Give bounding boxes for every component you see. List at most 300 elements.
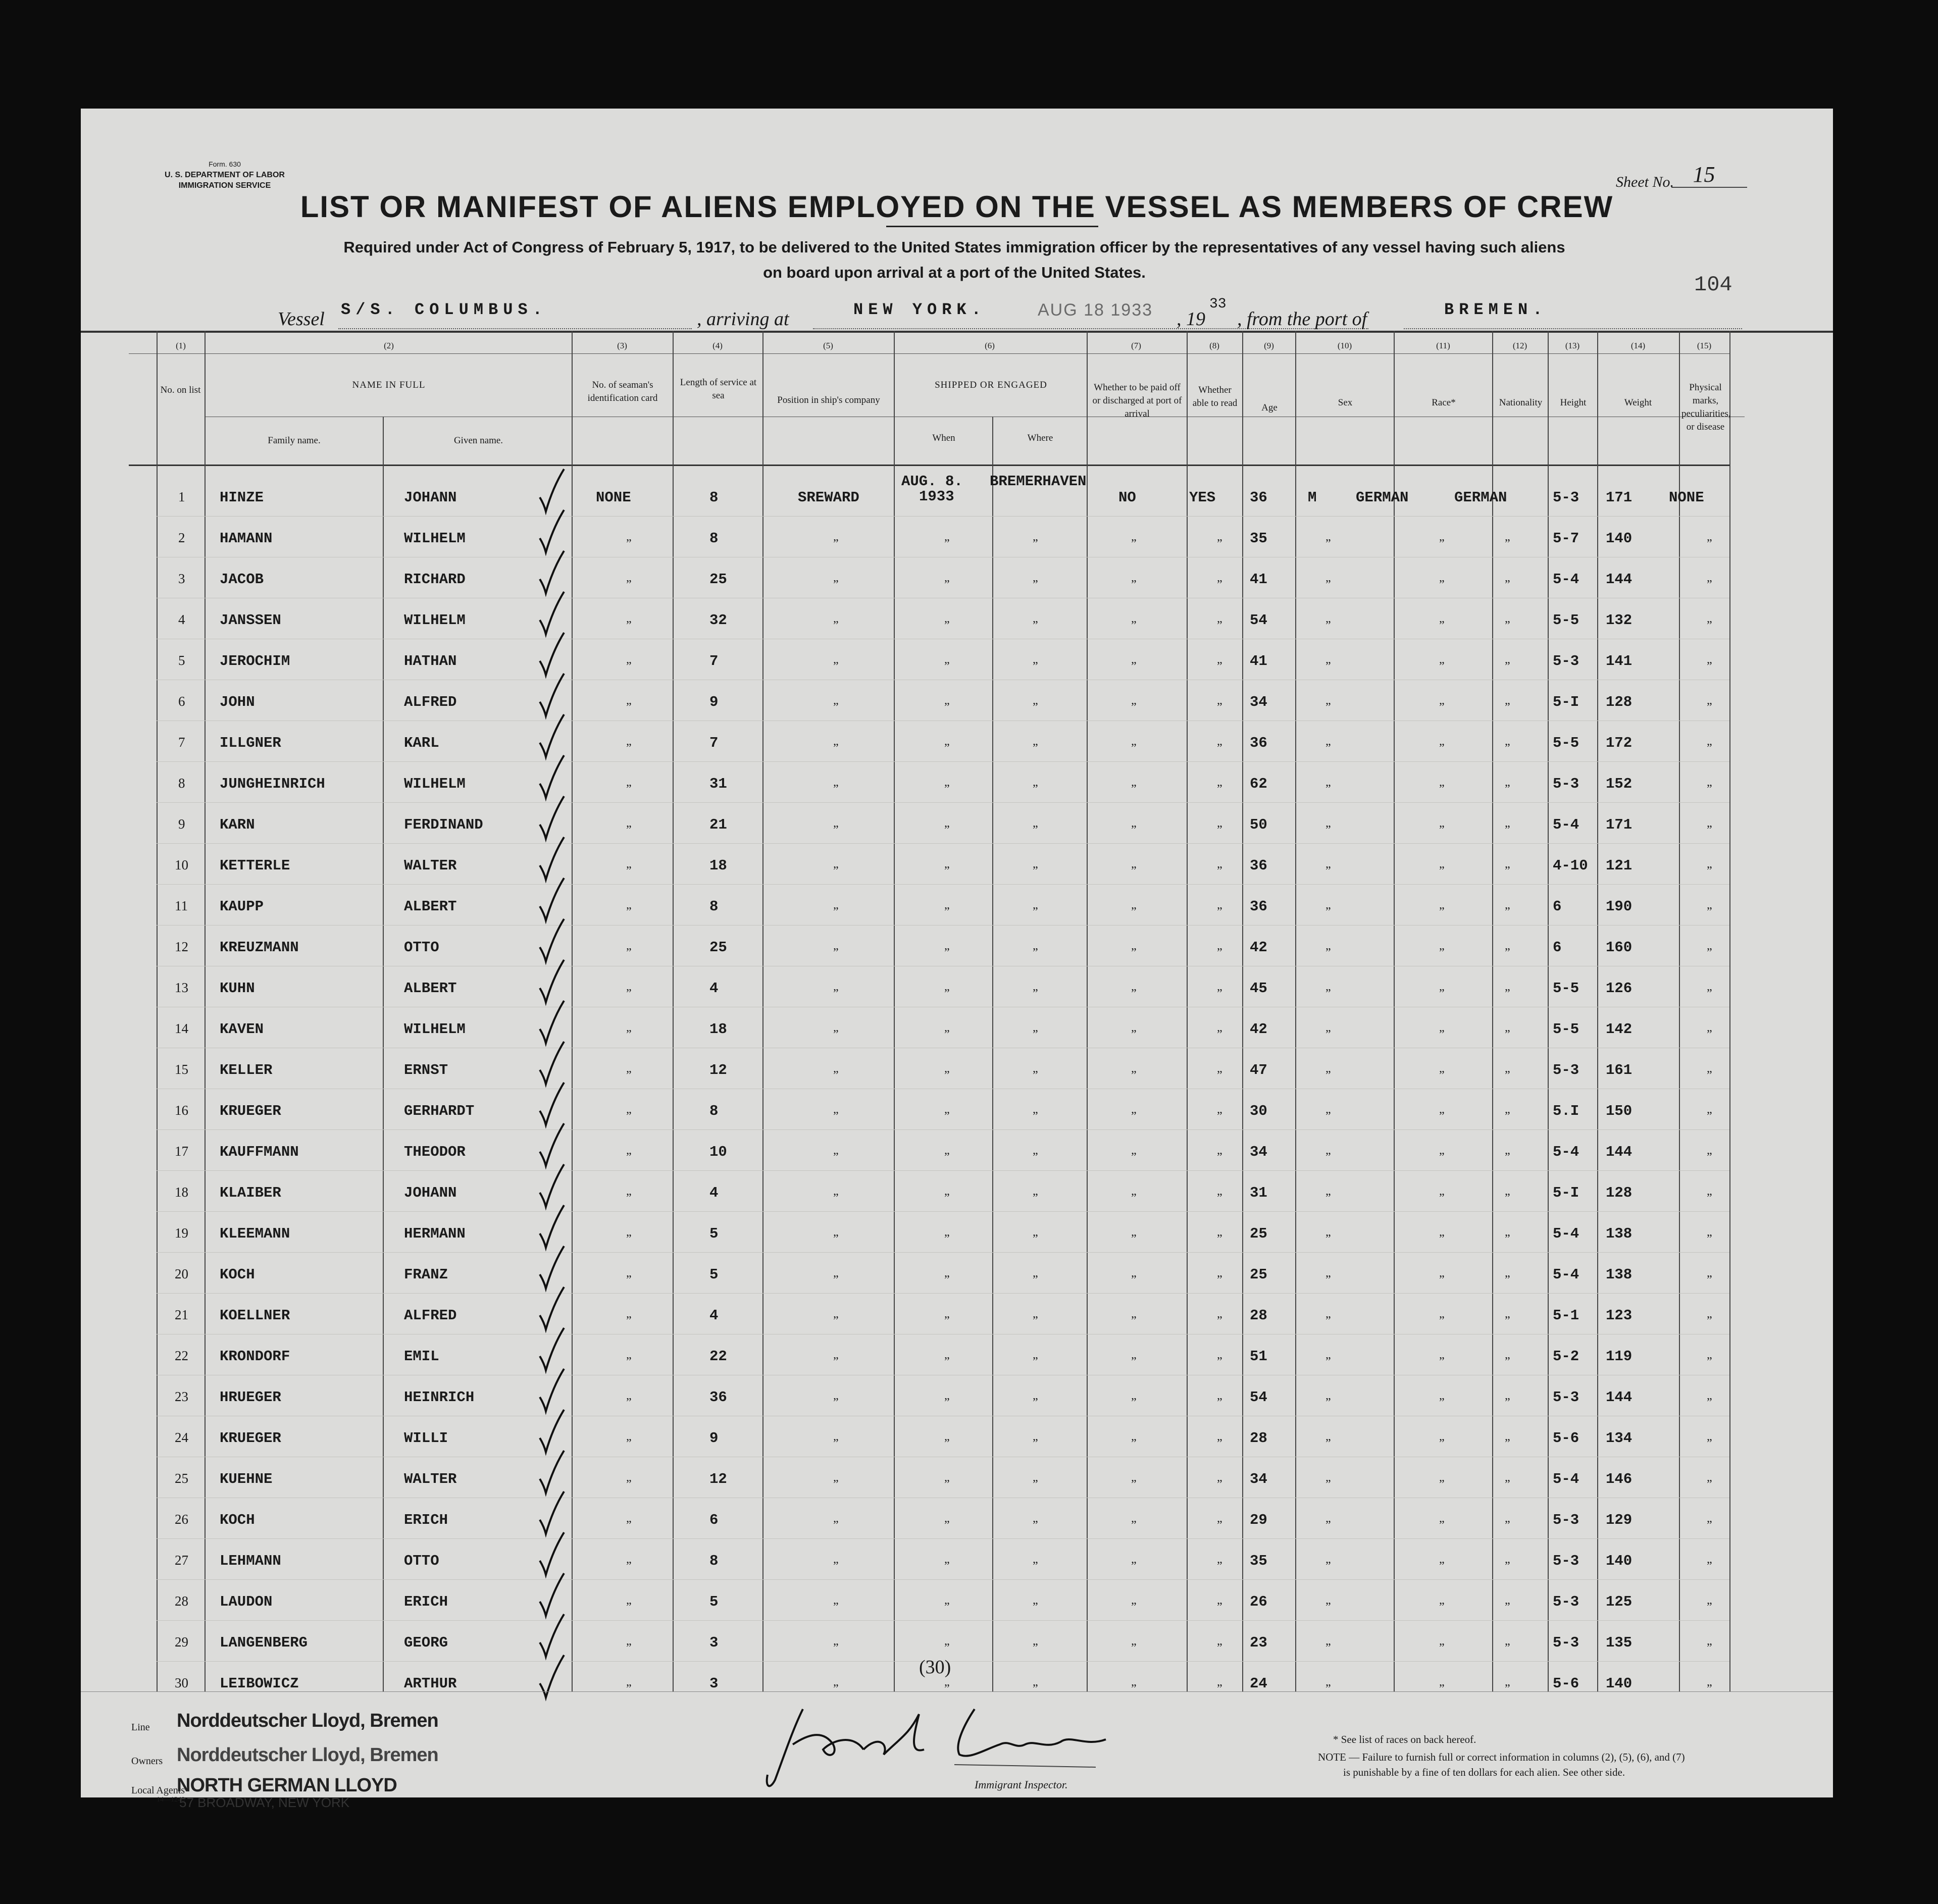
weight: 144 [1606,1144,1633,1160]
ditto-mark: ” [1325,1560,1331,1573]
shipped-when-year: 1933 [919,488,954,505]
row-number: 8 [178,776,185,791]
ditto-mark: ” [1505,1028,1510,1041]
height: 5-5 [1553,735,1579,751]
ditto-mark: ” [626,864,632,878]
family-name: KOCH [220,1266,255,1283]
ditto-mark: ” [1439,1355,1445,1368]
table-row [81,1009,1833,1050]
ditto-mark: ” [1325,946,1331,959]
table-row [81,641,1833,682]
ditto-mark: ” [1033,987,1038,1000]
given-name: KARL [404,735,439,751]
height: 5-3 [1553,1062,1579,1078]
ditto-mark: ” [1439,1028,1445,1041]
ditto-mark: ” [1439,619,1445,632]
ditto-mark: ” [1505,1519,1510,1532]
weight: 129 [1606,1512,1633,1528]
ditto-mark: ” [1505,1396,1510,1409]
header-height: Height [1560,397,1587,408]
row-number: 27 [175,1553,188,1568]
age: 36 [1250,857,1267,874]
given-name: WILHELM [404,530,466,547]
ditto-mark: ” [1707,578,1712,591]
age: 26 [1250,1593,1267,1610]
col-number: (11) [1436,341,1450,350]
height: 5-3 [1553,653,1579,670]
ditto-mark: ” [1217,1396,1222,1409]
ditto-mark: ” [1131,864,1137,878]
ditto-mark: ” [626,1355,632,1368]
penalty-note-line-1: NOTE — Failure to furnish full or correct information in columns (2), (5), (6), and (7) [1318,1751,1685,1763]
height: 5-3 [1553,1389,1579,1406]
row-number: 26 [175,1512,188,1527]
header-seaman-card: No. of seaman's identification card [587,380,658,403]
age: 34 [1250,1144,1267,1160]
ditto-mark: ” [1033,1641,1038,1655]
weight: 134 [1606,1430,1633,1447]
ditto-mark: ” [833,1519,839,1532]
ditto-mark: ” [833,1682,839,1695]
ditto-mark: ” [833,660,839,673]
given-name: ALFRED [404,1307,457,1324]
header-position: Position in ship's company [777,395,880,405]
row-number: 9 [178,816,185,832]
family-name: ILLGNER [220,735,281,751]
race: GERMAN [1356,489,1409,506]
ditto-mark: ” [1439,701,1445,714]
ditto-mark: ” [1033,1273,1038,1287]
ditto-mark: ” [1033,1192,1038,1205]
col-number: (3) [617,341,627,350]
table-row [81,1050,1833,1091]
ditto-mark: ” [1033,537,1038,550]
ditto-mark: ” [833,1273,839,1287]
ditto-mark: ” [1505,660,1510,673]
age: 34 [1250,694,1267,710]
ditto-mark: ” [1131,1601,1137,1614]
ditto-mark: ” [1131,905,1137,918]
ditto-mark: ” [1217,1601,1222,1614]
col-number: (13) [1565,341,1580,350]
ditto-mark: ” [833,905,839,918]
weight: 125 [1606,1593,1633,1610]
ditto-mark: ” [1131,1641,1137,1655]
row-number: 25 [175,1471,188,1486]
ditto-mark: ” [1505,1560,1510,1573]
position: SREWARD [798,489,859,506]
age: 62 [1250,776,1267,792]
length-of-service: 32 [709,612,727,629]
family-name: KOELLNER [220,1307,290,1324]
ditto-mark: ” [1439,1396,1445,1409]
age: 28 [1250,1307,1267,1324]
line-stamp: Norddeutscher Lloyd, Bremen [177,1710,438,1731]
row-number: 15 [175,1062,188,1077]
ditto-mark: ” [833,824,839,837]
ditto-mark: ” [1325,1069,1331,1082]
ditto-mark: ” [1131,1396,1137,1409]
ditto-mark: ” [833,1069,839,1082]
age: 23 [1250,1634,1267,1651]
height: 5-I [1553,694,1579,710]
ditto-mark: ” [1505,537,1510,550]
ditto-mark: ” [1217,864,1222,878]
sheet-value: 15 [1693,162,1715,187]
ditto-mark: ” [1505,1069,1510,1082]
family-name: KRUEGER [220,1430,281,1447]
ditto-mark: ” [1033,578,1038,591]
weight: 190 [1606,898,1633,915]
row-number: 20 [175,1266,188,1281]
age: 31 [1250,1185,1267,1201]
ditto-mark: ” [1217,987,1222,1000]
height: 6 [1553,898,1562,915]
length-of-service: 36 [709,1389,727,1406]
given-name: JOHANN [404,1185,457,1201]
height: 5-5 [1553,980,1579,997]
given-name: ERICH [404,1512,448,1528]
given-name: WILHELM [404,776,466,792]
ditto-mark: ” [626,1314,632,1327]
table-row [81,518,1833,559]
ditto-mark: ” [833,1641,839,1655]
given-name: OTTO [404,1553,439,1569]
given-name: WILHELM [404,612,466,629]
given-name: JOHANN [404,489,457,506]
ditto-mark: ” [1325,1396,1331,1409]
ditto-mark: ” [1325,1355,1331,1368]
ditto-mark: ” [833,1232,839,1246]
row-number: 3 [178,571,185,586]
row-number: 19 [175,1225,188,1241]
header-when: When [932,433,955,443]
row-number: 6 [178,694,185,709]
family-name: JACOB [220,571,264,588]
ditto-mark: ” [1325,1232,1331,1246]
length-of-service: 31 [709,776,727,792]
weight: 144 [1606,1389,1633,1406]
ditto-mark: ” [1217,905,1222,918]
age: 50 [1250,816,1267,833]
ditto-mark: ” [1325,619,1331,632]
weight: 138 [1606,1266,1633,1283]
ditto-mark: ” [944,742,950,755]
ditto-mark: ” [626,1682,632,1695]
ditto-mark: ” [1033,783,1038,796]
ditto-mark: ” [1325,660,1331,673]
length-of-service: 8 [709,489,719,506]
age: 42 [1250,939,1267,956]
ditto-mark: ” [1707,660,1712,673]
ditto-mark: ” [1217,537,1222,550]
family-name: KREUZMANN [220,939,299,956]
ditto-mark: ” [1505,1641,1510,1655]
weight: 123 [1606,1307,1633,1324]
ditto-mark: ” [1217,1437,1222,1450]
col-number: (12) [1512,341,1527,350]
ditto-mark: ” [1707,1314,1712,1327]
form-code: 14—1240 [157,1796,185,1804]
ditto-mark: ” [1439,1232,1445,1246]
page-title: LIST OR MANIFEST OF ALIENS EMPLOYED ON THE VESSEL AS MEMBERS OF CREW [300,190,1614,224]
family-name: HRUEGER [220,1389,281,1406]
ditto-mark: ” [944,1478,950,1491]
ditto-mark: ” [1439,742,1445,755]
ditto-mark: ” [1707,1560,1712,1573]
ditto-mark: ” [833,1396,839,1409]
ditto-mark: ” [1439,537,1445,550]
ditto-mark: ” [1707,1396,1712,1409]
ditto-mark: ” [1033,1478,1038,1491]
ditto-mark: ” [1505,1314,1510,1327]
row-number: 23 [175,1389,188,1404]
ditto-mark: ” [944,1192,950,1205]
height: 5-3 [1553,1512,1579,1528]
ditto-mark: ” [1033,1232,1038,1246]
header-race: Race* [1432,397,1456,408]
penalty-note-line-2: is punishable by a fine of ten dollars for each alien. See other side. [1343,1766,1625,1778]
ditto-mark: ” [944,1110,950,1123]
ditto-mark: ” [1131,1028,1137,1041]
table-row [81,968,1833,1009]
row-number: 18 [175,1185,188,1200]
table-row [81,1500,1833,1540]
ditto-mark: ” [1707,1519,1712,1532]
row-number: 21 [175,1307,188,1322]
ditto-mark: ” [1217,660,1222,673]
ditto-mark: ” [1131,742,1137,755]
row-number: 28 [175,1593,188,1609]
col-number: (15) [1697,341,1712,350]
ditto-mark: ” [1505,905,1510,918]
ditto-mark: ” [944,1437,950,1450]
arriving-label: , arriving at [697,308,789,330]
family-name: KAUFFMANN [220,1144,299,1160]
ditto-mark: ” [944,1273,950,1287]
height: 5-4 [1553,816,1579,833]
ditto-mark: ” [1505,619,1510,632]
col-number: (2) [384,341,394,350]
ditto-mark: ” [833,783,839,796]
arrival-date-stamp: AUG 18 1933 [1038,300,1153,320]
header-able-to-read: Whether able to read [1192,385,1238,408]
header-no-on-list: No. on list [160,385,201,395]
ditto-mark: ” [1033,1437,1038,1450]
ditto-mark: ” [626,1192,632,1205]
ditto-mark: ” [1033,1355,1038,1368]
length-of-service: 18 [709,857,727,874]
year-prefix: , 19 [1177,308,1205,330]
family-name: LANGENBERG [220,1634,308,1651]
ditto-mark: ” [1131,1437,1137,1450]
table-row [81,682,1833,723]
length-of-service: 5 [709,1225,719,1242]
weight: 172 [1606,735,1633,751]
ditto-mark: ” [626,1273,632,1287]
ditto-mark: ” [1131,1232,1137,1246]
family-name: HINZE [220,489,264,506]
length-of-service: 10 [709,1144,727,1160]
row-number: 5 [178,653,185,668]
ditto-mark: ” [1325,1192,1331,1205]
weight: 146 [1606,1471,1633,1487]
weight: 161 [1606,1062,1633,1078]
paid-off: NO [1118,489,1136,506]
weight: 140 [1606,1553,1633,1569]
ditto-mark: ” [1033,1028,1038,1041]
given-name: HERMANN [404,1225,466,1242]
ditto-mark: ” [944,1232,950,1246]
ditto-mark: ” [944,701,950,714]
ditto-mark: ” [944,946,950,959]
ditto-mark: ” [1505,987,1510,1000]
ditto-mark: ” [1217,1192,1222,1205]
ditto-mark: ” [1131,660,1137,673]
check-mark-icon [538,1653,566,1701]
ditto-mark: ” [1217,701,1222,714]
ditto-mark: ” [626,1519,632,1532]
weight: 132 [1606,612,1633,629]
height: 5-6 [1553,1430,1579,1447]
ditto-mark: ” [1217,1110,1222,1123]
age: 29 [1250,1512,1267,1528]
ditto-mark: ” [1131,619,1137,632]
family-name: LAUDON [220,1593,273,1610]
ditto-mark: ” [1033,1560,1038,1573]
ditto-mark: ” [626,1232,632,1246]
weight: 119 [1606,1348,1633,1365]
ditto-mark: ” [1217,1232,1222,1246]
row-number: 14 [175,1021,188,1036]
ditto-mark: ” [1439,946,1445,959]
sex: M [1308,489,1317,506]
ditto-mark: ” [833,1437,839,1450]
ditto-mark: ” [1505,946,1510,959]
ditto-mark: ” [1505,1478,1510,1491]
age: 51 [1250,1348,1267,1365]
manifest-sheet [81,109,1833,1810]
ditto-mark: ” [1707,1273,1712,1287]
ditto-mark: ” [833,1028,839,1041]
table-row [81,763,1833,804]
ditto-mark: ” [1505,824,1510,837]
ditto-mark: ” [1439,905,1445,918]
department: U. S. DEPARTMENT OF LABOR [165,171,285,179]
ditto-mark: ” [1439,1519,1445,1532]
table-row [81,804,1833,845]
height: 5-2 [1553,1348,1579,1365]
weight: 128 [1606,694,1633,710]
length-of-service: 4 [709,980,719,997]
ditto-mark: ” [1131,1314,1137,1327]
inspector-signature [762,1699,1156,1795]
ditto-mark: ” [1217,1355,1222,1368]
length-of-service: 5 [709,1266,719,1283]
ditto-mark: ” [1131,1478,1137,1491]
table-row [81,845,1833,886]
ditto-mark: ” [1325,1314,1331,1327]
header-family-name: Family name. [268,435,321,446]
ditto-mark: ” [1505,783,1510,796]
ditto-mark: ” [944,987,950,1000]
ditto-mark: ” [1033,660,1038,673]
given-name: THEODOR [404,1144,466,1160]
header-weight: Weight [1624,397,1652,408]
family-name: KARN [220,816,255,833]
age: 41 [1250,653,1267,670]
ditto-mark: ” [1131,946,1137,959]
ditto-mark: ” [944,824,950,837]
ditto-mark: ” [1325,1682,1331,1695]
col-number: (9) [1264,341,1274,350]
height: 6 [1553,939,1562,956]
ditto-mark: ” [1033,1682,1038,1695]
ditto-mark: ” [1707,1682,1712,1695]
height: 5-5 [1553,612,1579,629]
ditto-mark: ” [1033,1314,1038,1327]
ditto-mark: ” [833,1192,839,1205]
length-of-service: 8 [709,530,719,547]
length-of-service: 22 [709,1348,727,1365]
header-name-in-full: NAME IN FULL [352,380,426,390]
ditto-mark: ” [944,1682,950,1695]
ditto-mark: ” [1707,1151,1712,1164]
ditto-mark: ” [1217,1560,1222,1573]
ditto-mark: ” [1505,1355,1510,1368]
ditto-mark: ” [944,1069,950,1082]
header-sex: Sex [1338,397,1353,408]
ditto-mark: ” [1325,1478,1331,1491]
table-row [81,1581,1833,1622]
ditto-mark: ” [1707,946,1712,959]
ditto-mark: ” [833,619,839,632]
ditto-mark: ” [1325,1273,1331,1287]
height: 5-3 [1553,1634,1579,1651]
ditto-mark: ” [1131,537,1137,550]
form-number: Form. 630 [209,160,241,168]
age: 25 [1250,1225,1267,1242]
ditto-mark: ” [833,1314,839,1327]
ditto-mark: ” [944,783,950,796]
ditto-mark: ” [1439,578,1445,591]
ditto-mark: ” [1439,1069,1445,1082]
ditto-mark: ” [1707,1641,1712,1655]
ditto-mark: ” [1033,1519,1038,1532]
ditto-mark: ” [626,1028,632,1041]
height: 5-I [1553,1185,1579,1201]
ditto-mark: ” [1131,1192,1137,1205]
row-number: 11 [175,898,188,913]
table-row [81,1172,1833,1213]
table-row [81,1377,1833,1418]
ditto-mark: ” [833,537,839,550]
age: 30 [1250,1103,1267,1119]
ditto-mark: ” [1217,1519,1222,1532]
row-number: 2 [178,530,185,545]
ditto-mark: ” [1505,701,1510,714]
length-of-service: 12 [709,1062,727,1078]
col-number: (10) [1337,341,1352,350]
ditto-mark: ” [1131,1110,1137,1123]
length-of-service: 5 [709,1593,719,1610]
given-name: OTTO [404,939,439,956]
ditto-mark: ” [1707,1192,1712,1205]
family-name: JANSSEN [220,612,281,629]
page-number: 104 [1694,273,1732,297]
given-name: FERDINAND [404,816,483,833]
ditto-mark: ” [1325,1151,1331,1164]
